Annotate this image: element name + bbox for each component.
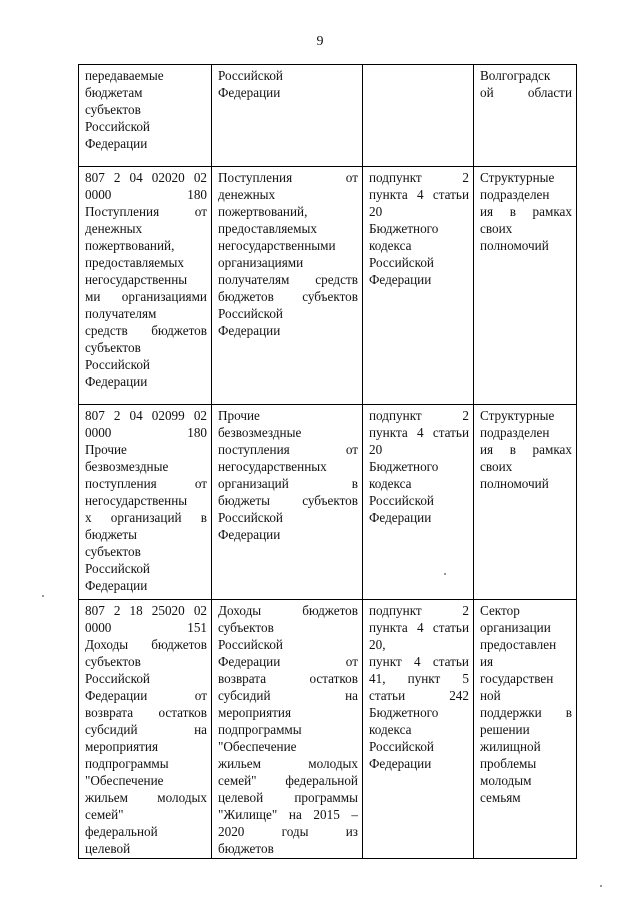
- table-row: [79, 405, 577, 600]
- cell-line: субъектов: [85, 544, 141, 559]
- cell-line: Доходы бюджетов: [85, 637, 207, 652]
- cell-line: Поступления от: [85, 204, 207, 219]
- cell-line: кодекса: [369, 476, 412, 491]
- cell-line: Российской: [218, 637, 283, 652]
- budget-code-cell: [79, 405, 212, 600]
- cell-line: Федерации: [85, 374, 148, 389]
- cell-line: возврата остатков: [218, 671, 358, 686]
- table-row: [79, 600, 577, 859]
- cell-line: бюджетов: [218, 841, 274, 856]
- cell-line: жилищной: [480, 739, 541, 754]
- cell-line: подпункт 2: [369, 603, 469, 618]
- cell-line: целевой программы: [218, 790, 358, 805]
- cell-line: семей": [85, 807, 124, 822]
- legal-basis-cell: [363, 65, 474, 167]
- cell-line: поступления от: [85, 476, 207, 491]
- cell-line: семьям: [480, 790, 521, 805]
- cell-line: организациями: [218, 255, 304, 270]
- cell-line: бюджетов субъектов: [218, 289, 358, 304]
- cell-line: пункта 4 статьи: [369, 425, 469, 440]
- cell-line: предоставляемых: [218, 221, 317, 236]
- cell-line: 0000 180: [85, 187, 207, 202]
- table-row: [79, 65, 577, 167]
- cell-line: 807 2 04 02099 02: [85, 408, 207, 423]
- cell-line: бюджеты: [85, 527, 138, 542]
- cell-line: кодекса: [369, 238, 412, 253]
- cell-line: организаций в: [218, 476, 358, 491]
- cell-line: бюджеты субъектов: [218, 493, 358, 508]
- cell-line: подразделен: [480, 425, 550, 440]
- cell-line: Бюджетного: [369, 459, 439, 474]
- cell-line: получателям: [85, 306, 157, 321]
- cell-line: субъектов: [85, 654, 141, 669]
- cell-line: государствен: [480, 671, 554, 686]
- cell-line: Федерации: [218, 527, 281, 542]
- cell-line: "Жилище" на 2015 –: [218, 807, 358, 822]
- revenue-name-cell: [212, 65, 363, 167]
- page-number: 9: [316, 34, 324, 49]
- cell-line: федеральной: [85, 824, 158, 839]
- cell-line: возврата остатков: [85, 705, 207, 720]
- cell-line: Федерации: [85, 136, 148, 151]
- legal-basis-cell: [363, 167, 474, 405]
- cell-line: передаваемые: [85, 68, 164, 83]
- cell-line: Волгоградск: [480, 68, 551, 83]
- cell-line: негосударственны: [85, 272, 188, 287]
- cell-line: предоставляемых: [85, 255, 184, 270]
- budget-code-cell: [79, 167, 212, 405]
- cell-line: негосударственными: [218, 238, 336, 253]
- cell-line: Федерации от: [218, 654, 358, 669]
- cell-line: безвозмездные: [85, 459, 169, 474]
- cell-line: получателям средств: [218, 272, 358, 287]
- cell-line: поступления от: [218, 442, 358, 457]
- cell-line: денежных: [218, 187, 276, 202]
- cell-line: Российской: [369, 739, 434, 754]
- cell-line: 0000 180: [85, 425, 207, 440]
- cell-line: субсидий на: [218, 688, 358, 703]
- cell-line: 2020 годы из: [218, 824, 358, 839]
- executor-cell: [474, 600, 577, 859]
- cell-line: 807 2 18 25020 02: [85, 603, 207, 618]
- cell-line: пункт 4 статьи: [369, 654, 469, 669]
- cell-line: Структурные: [480, 170, 555, 185]
- cell-line: семей" федеральной: [218, 773, 358, 788]
- cell-line: Федерации от: [85, 688, 207, 703]
- cell-line: Российской: [369, 493, 434, 508]
- cell-line: пожертвований,: [218, 204, 308, 219]
- cell-line: подпрограммы: [85, 756, 169, 771]
- cell-line: "Обеспечение: [85, 773, 164, 788]
- legal-basis-cell: [363, 405, 474, 600]
- cell-line: Российской: [85, 119, 150, 134]
- cell-line: ой области: [480, 85, 572, 100]
- cell-line: полномочий: [480, 238, 549, 253]
- cell-line: Федерации: [369, 510, 432, 525]
- table-body: [79, 65, 577, 859]
- revenue-table: [78, 64, 577, 859]
- executor-cell: [474, 405, 577, 600]
- cell-line: 20,: [369, 637, 386, 652]
- cell-line: целевой: [85, 841, 131, 856]
- cell-line: субсидий на: [85, 722, 207, 737]
- cell-line: ной: [480, 688, 501, 703]
- cell-line: 20: [369, 204, 383, 219]
- cell-line: Российской: [85, 561, 150, 576]
- cell-line: жильем молодых: [218, 756, 358, 771]
- revenue-name-cell: [212, 405, 363, 600]
- scan-speck: [600, 885, 602, 887]
- cell-line: субъектов: [218, 620, 274, 635]
- cell-line: 807 2 04 02020 02: [85, 170, 207, 185]
- cell-line: пожертвований,: [85, 238, 175, 253]
- cell-line: своих: [480, 459, 513, 474]
- cell-line: решении: [480, 722, 530, 737]
- cell-line: Поступления от: [218, 170, 358, 185]
- cell-line: Российской: [218, 306, 283, 321]
- revenue-name-cell: [212, 600, 363, 859]
- cell-line: Российской: [218, 68, 283, 83]
- cell-line: денежных: [85, 221, 143, 236]
- legal-basis-cell: [363, 600, 474, 859]
- cell-line: своих: [480, 221, 513, 236]
- cell-line: проблемы: [480, 756, 537, 771]
- cell-line: Российской: [85, 671, 150, 686]
- cell-line: жильем молодых: [85, 790, 207, 805]
- cell-line: кодекса: [369, 722, 412, 737]
- cell-line: Бюджетного: [369, 221, 439, 236]
- cell-line: Российской: [85, 357, 150, 372]
- cell-line: Федерации: [218, 323, 281, 338]
- cell-line: Прочие: [85, 442, 127, 457]
- cell-line: предоставлен: [480, 637, 557, 652]
- cell-line: негосударственны: [85, 493, 188, 508]
- cell-line: 20: [369, 442, 383, 457]
- cell-line: поддержки в: [480, 705, 572, 720]
- cell-line: подпрограммы: [218, 722, 302, 737]
- scan-speck: [42, 595, 44, 597]
- cell-line: Федерации: [85, 578, 148, 593]
- budget-code-cell: [79, 65, 212, 167]
- cell-line: молодым: [480, 773, 532, 788]
- cell-line: Федерации: [218, 85, 281, 100]
- table-row: [79, 167, 577, 405]
- budget-code-cell: [79, 600, 212, 859]
- cell-line: 41, пункт 5: [369, 671, 469, 686]
- cell-line: ия в рамках: [480, 442, 572, 457]
- cell-line: Российской: [218, 510, 283, 525]
- cell-line: ия в рамках: [480, 204, 572, 219]
- scan-speck: [444, 573, 446, 575]
- cell-line: Федерации: [369, 272, 432, 287]
- cell-line: подпункт 2: [369, 408, 469, 423]
- cell-line: Бюджетного: [369, 705, 439, 720]
- cell-line: Российской: [369, 255, 434, 270]
- cell-line: Доходы бюджетов: [218, 603, 358, 618]
- cell-line: мероприятия: [218, 705, 292, 720]
- cell-line: ми организациями: [85, 289, 207, 304]
- cell-line: мероприятия: [85, 739, 159, 754]
- cell-line: 0000 151: [85, 620, 207, 635]
- cell-line: бюджетам: [85, 85, 143, 100]
- revenue-name-cell: [212, 167, 363, 405]
- executor-cell: [474, 65, 577, 167]
- cell-line: пункта 4 статьи: [369, 187, 469, 202]
- cell-line: Структурные: [480, 408, 555, 423]
- cell-line: "Обеспечение: [218, 739, 297, 754]
- cell-line: негосударственных: [218, 459, 327, 474]
- cell-line: организации: [480, 620, 551, 635]
- executor-cell: [474, 167, 577, 405]
- cell-line: подразделен: [480, 187, 550, 202]
- cell-line: х организаций в: [85, 510, 207, 525]
- cell-line: субъектов: [85, 340, 141, 355]
- cell-line: Сектор: [480, 603, 520, 618]
- cell-line: пункта 4 статьи: [369, 620, 469, 635]
- cell-line: статьи 242: [369, 688, 469, 703]
- cell-line: Федерации: [369, 756, 432, 771]
- cell-line: Прочие: [218, 408, 260, 423]
- cell-line: субъектов: [85, 102, 141, 117]
- cell-line: безвозмездные: [218, 425, 302, 440]
- cell-line: полномочий: [480, 476, 549, 491]
- cell-line: средств бюджетов: [85, 323, 207, 338]
- cell-line: ия: [480, 654, 494, 669]
- cell-line: подпункт 2: [369, 170, 469, 185]
